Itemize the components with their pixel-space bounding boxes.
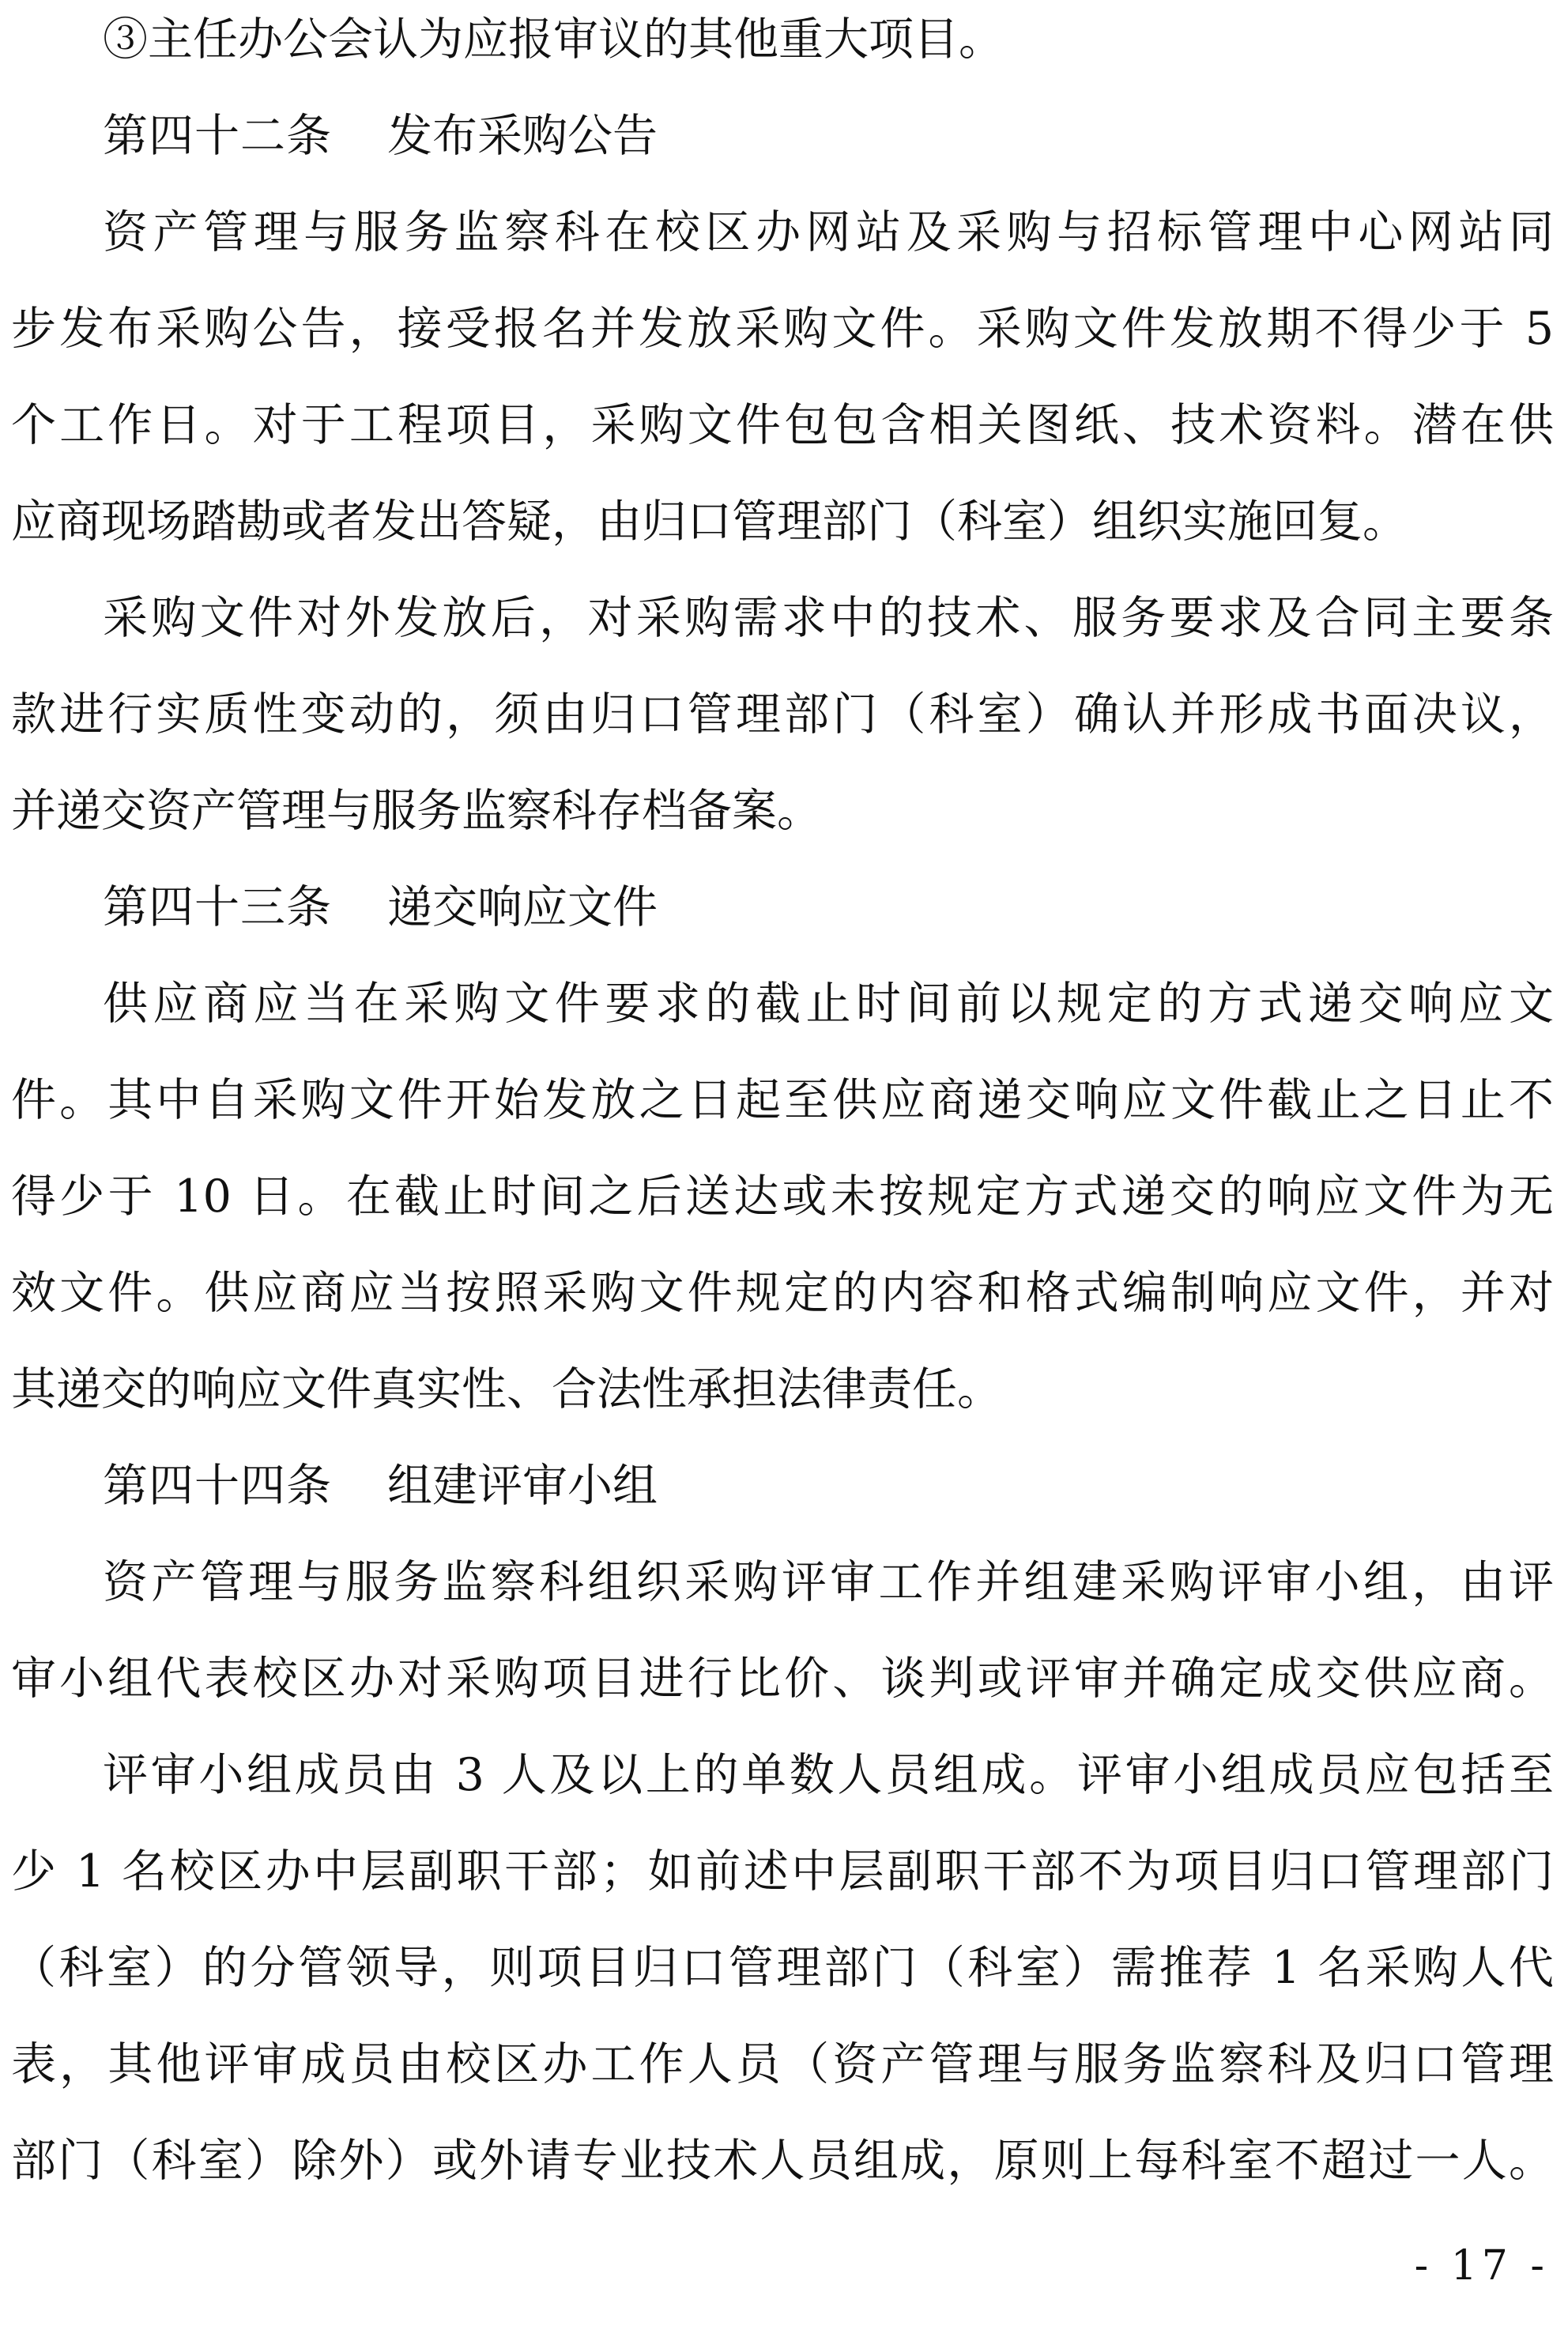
paragraph-line: （科室）的分管领导，则项目归口管理部门（科室）需推荐 1 名采购人代 (11, 1942, 1554, 1994)
paragraph-line: 评审小组成员由 3 人及以上的单数人员组成。评审小组成员应包括至 (103, 1749, 1554, 1801)
paragraph-line: 效文件。供应商应当按照采购文件规定的内容和格式编制响应文件，并对 (11, 1267, 1554, 1319)
paragraph-line: 款进行实质性变动的，须由归口管理部门（科室）确认并形成书面决议， (11, 688, 1554, 741)
paragraph-line: 采购文件对外发放后，对采购需求中的技术、服务要求及合同主要条 (103, 592, 1554, 644)
paragraph-line: 少 1 名校区办中层副职干部；如前述中层副职干部不为项目归口管理部门 (11, 1845, 1554, 1898)
page-number: - 17 - (1414, 2242, 1549, 2290)
paragraph-line: 其递交的响应文件真实性、合法性承担法律责任。 (11, 1363, 1002, 1415)
paragraph-line: 个工作日。对于工程项目，采购文件包包含相关图纸、技术资料。潜在供 (11, 399, 1554, 451)
paragraph-line: 应商现场踏勘或者发出答疑，由归口管理部门（科室）组织实施回复。 (11, 496, 1408, 548)
paragraph-line: 资产管理与服务监察科组织采购评审工作并组建采购评审小组，由评 (103, 1556, 1554, 1608)
article-44-number: 第四十四条 (103, 1460, 332, 1512)
article-42-number: 第四十二条 (103, 110, 332, 162)
article-43-heading (11, 873, 1554, 969)
paragraph-line: 件。其中自采购文件开始发放之日起至供应商递交响应文件截止之日止不 (11, 1074, 1554, 1126)
paragraph-line: 审小组代表校区办对采购项目进行比价、谈判或评审并确定成交供应商。 (11, 1653, 1554, 1705)
article-43-number: 第四十三条 (103, 881, 332, 933)
article-44-title: 组建评审小组 (387, 1460, 658, 1512)
paragraph-line: 资产管理与服务监察科在校区办网站及采购与招标管理中心网站同 (103, 206, 1554, 258)
paragraph-line: 并递交资产管理与服务监察科存档备案。 (11, 785, 822, 837)
paragraph-line: 表，其他评审成员由校区办工作人员（资产管理与服务监察科及归口管理 (11, 2038, 1554, 2090)
list-item-third: ③主任办公会认为应报审议的其他重大项目。 (103, 13, 1004, 66)
paragraph-line: 得少于 10 日。在截止时间之后送达或未按规定方式递交的响应文件为无 (11, 1170, 1554, 1223)
article-42-heading (11, 101, 1554, 198)
document-body (11, 5, 1554, 2222)
paragraph-line: 供应商应当在采购文件要求的截止时间前以规定的方式递交响应文 (103, 978, 1554, 1030)
article-44-heading (11, 1451, 1554, 1547)
article-43-title: 递交响应文件 (387, 881, 658, 933)
article-42-title: 发布采购公告 (387, 110, 658, 162)
paragraph-line: 部门（科室）除外）或外请专业技术人员组成，原则上每科室不超过一人。 (11, 2135, 1554, 2187)
paragraph-line: 步发布采购公告，接受报名并发放采购文件。采购文件发放期不得少于 5 (11, 303, 1554, 355)
